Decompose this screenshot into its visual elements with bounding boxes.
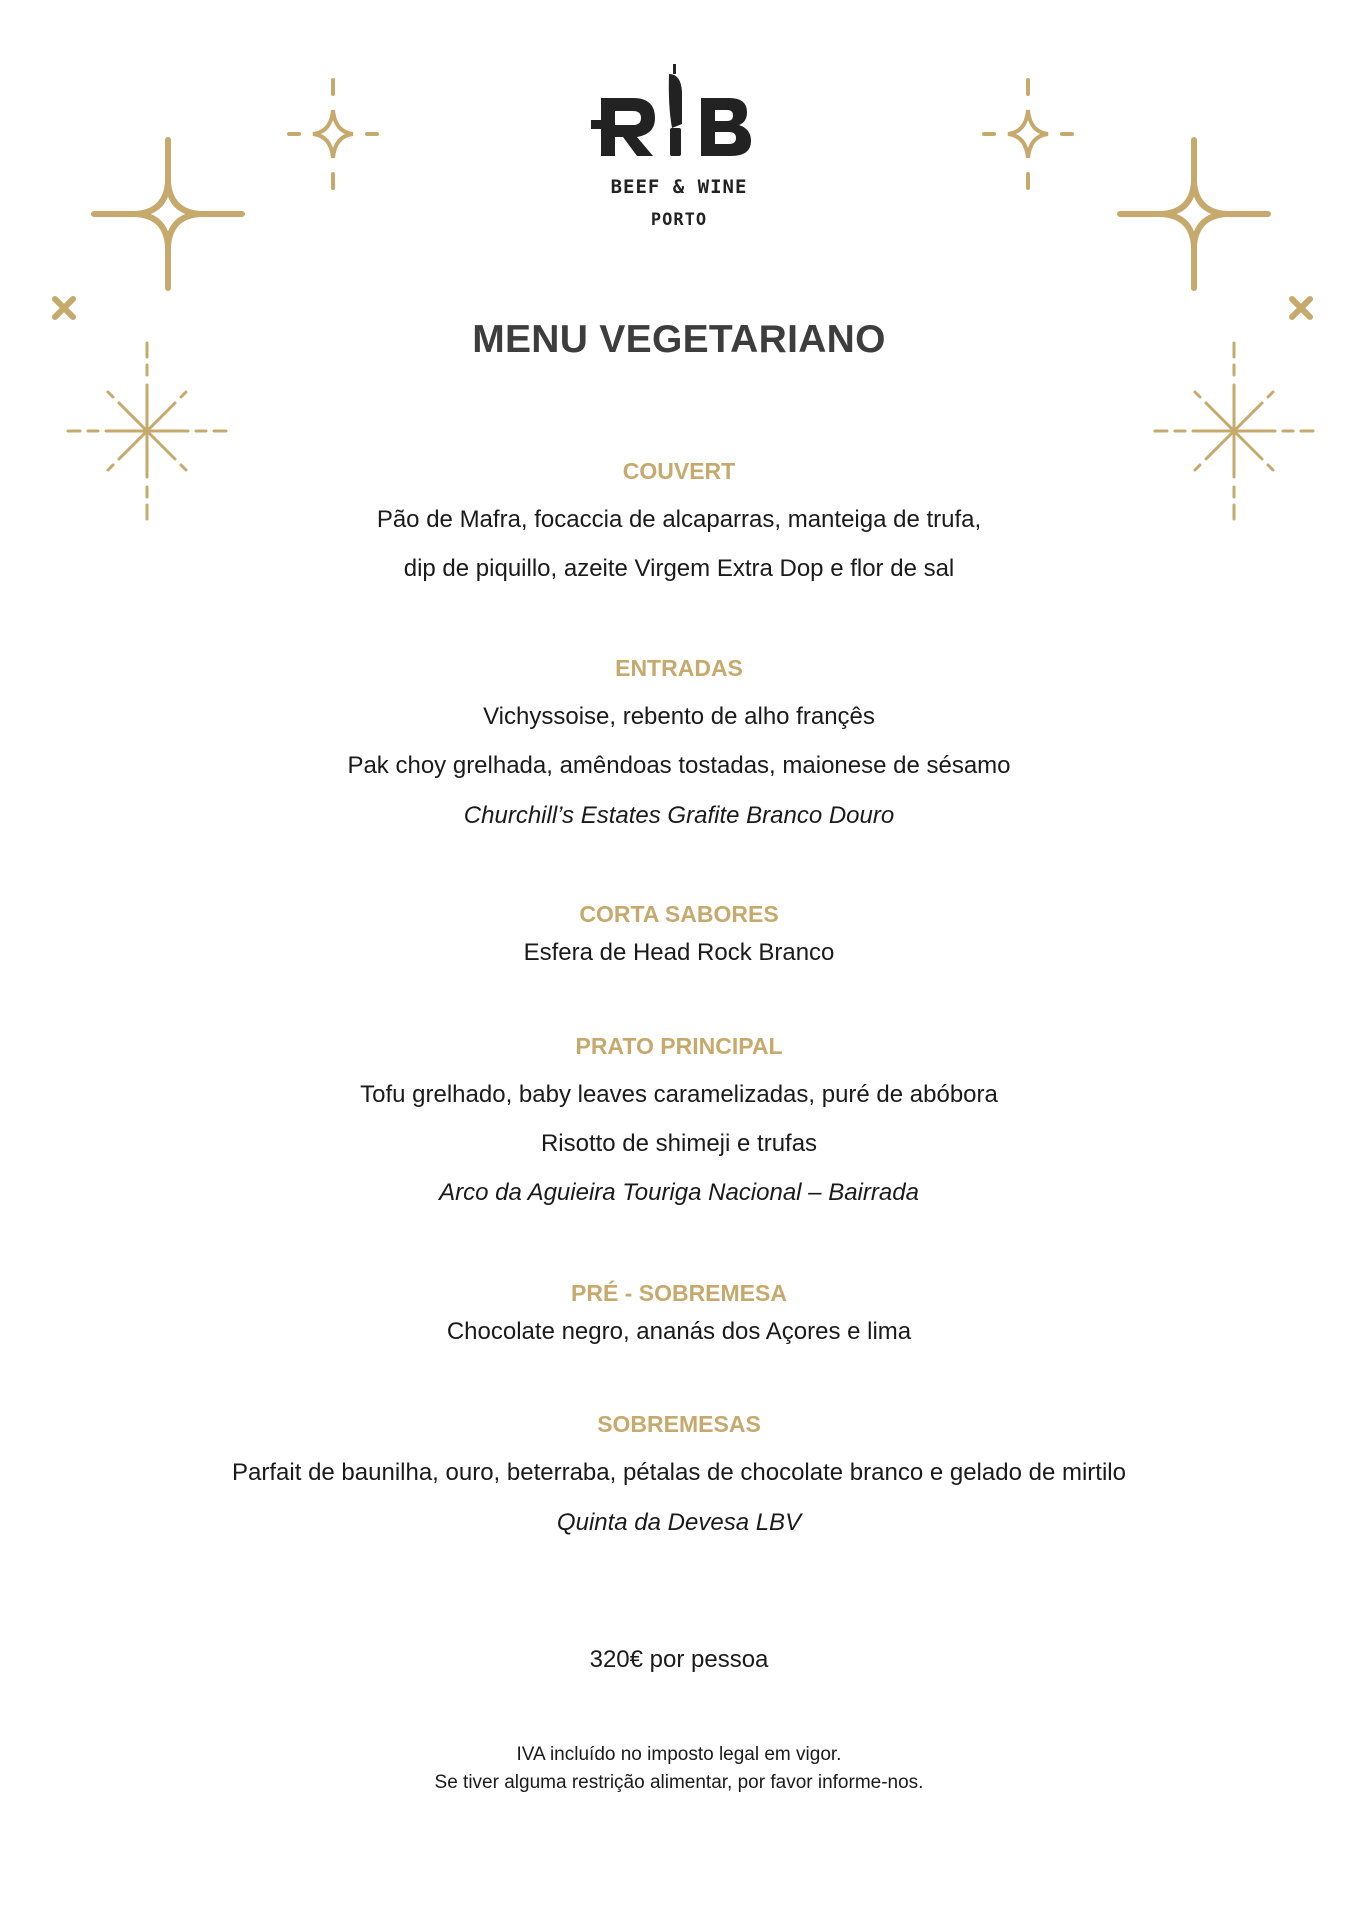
- brand-city: PORTO: [650, 210, 708, 230]
- starburst-icon: [64, 339, 230, 523]
- menu-title: MENU VEGETARIANO: [472, 318, 886, 361]
- wine-pairing: Churchill’s Estates Grafite Branco Douro: [463, 802, 895, 829]
- wine-pairing: Arco da Aguieira Touriga Nacional – Bairrada: [439, 1179, 919, 1206]
- menu-item: Parfait de baunilha, ouro, beterraba, pétalas de chocolate branco e gelado de mirtilo: [232, 1459, 1126, 1486]
- menu-item: dip de piquillo, azeite Virgem Extra Dop e flor de sal: [403, 555, 955, 582]
- menu-item: Esfera de Head Rock Branco: [523, 939, 835, 966]
- starburst-icon: [1151, 339, 1317, 523]
- menu-item: Tofu grelhado, baby leaves caramelizadas, puré de abóbora: [360, 1081, 998, 1108]
- section-heading-corta-sabores: CORTA SABORES: [579, 901, 779, 927]
- menu-item: Pão de Mafra, focaccia de alcaparras, manteiga de trufa,: [376, 506, 982, 533]
- section-heading-pre-sobremesa: PRÉ - SOBREMESA: [571, 1280, 787, 1306]
- brand-logo: [0, 62, 1358, 230]
- price: 320€ por pessoa: [589, 1646, 769, 1673]
- menu-item: Risotto de shimeji e trufas: [540, 1130, 818, 1157]
- rib-logo-icon: [589, 62, 769, 166]
- menu-item: Vichyssoise, rebento de alho françês: [483, 703, 875, 730]
- menu-item: Pak choy grelhada, amêndoas tostadas, maionese de sésamo: [347, 752, 1011, 779]
- wine-pairing: Quinta da Devesa LBV: [556, 1509, 802, 1536]
- brand-tagline: BEEF & WINE: [610, 176, 748, 198]
- footer-dietary-note: Se tiver alguma restrição alimentar, por favor informe-nos.: [434, 1772, 924, 1793]
- section-heading-couvert: COUVERT: [622, 458, 736, 484]
- section-heading-entradas: ENTRADAS: [615, 655, 743, 681]
- menu-item: Chocolate negro, ananás dos Açores e lima: [446, 1318, 912, 1345]
- footer-vat-note: IVA incluído no imposto legal em vigor.: [516, 1744, 842, 1765]
- section-heading-prato-principal: PRATO PRINCIPAL: [575, 1033, 783, 1059]
- section-heading-sobremesas: SOBREMESAS: [597, 1411, 761, 1437]
